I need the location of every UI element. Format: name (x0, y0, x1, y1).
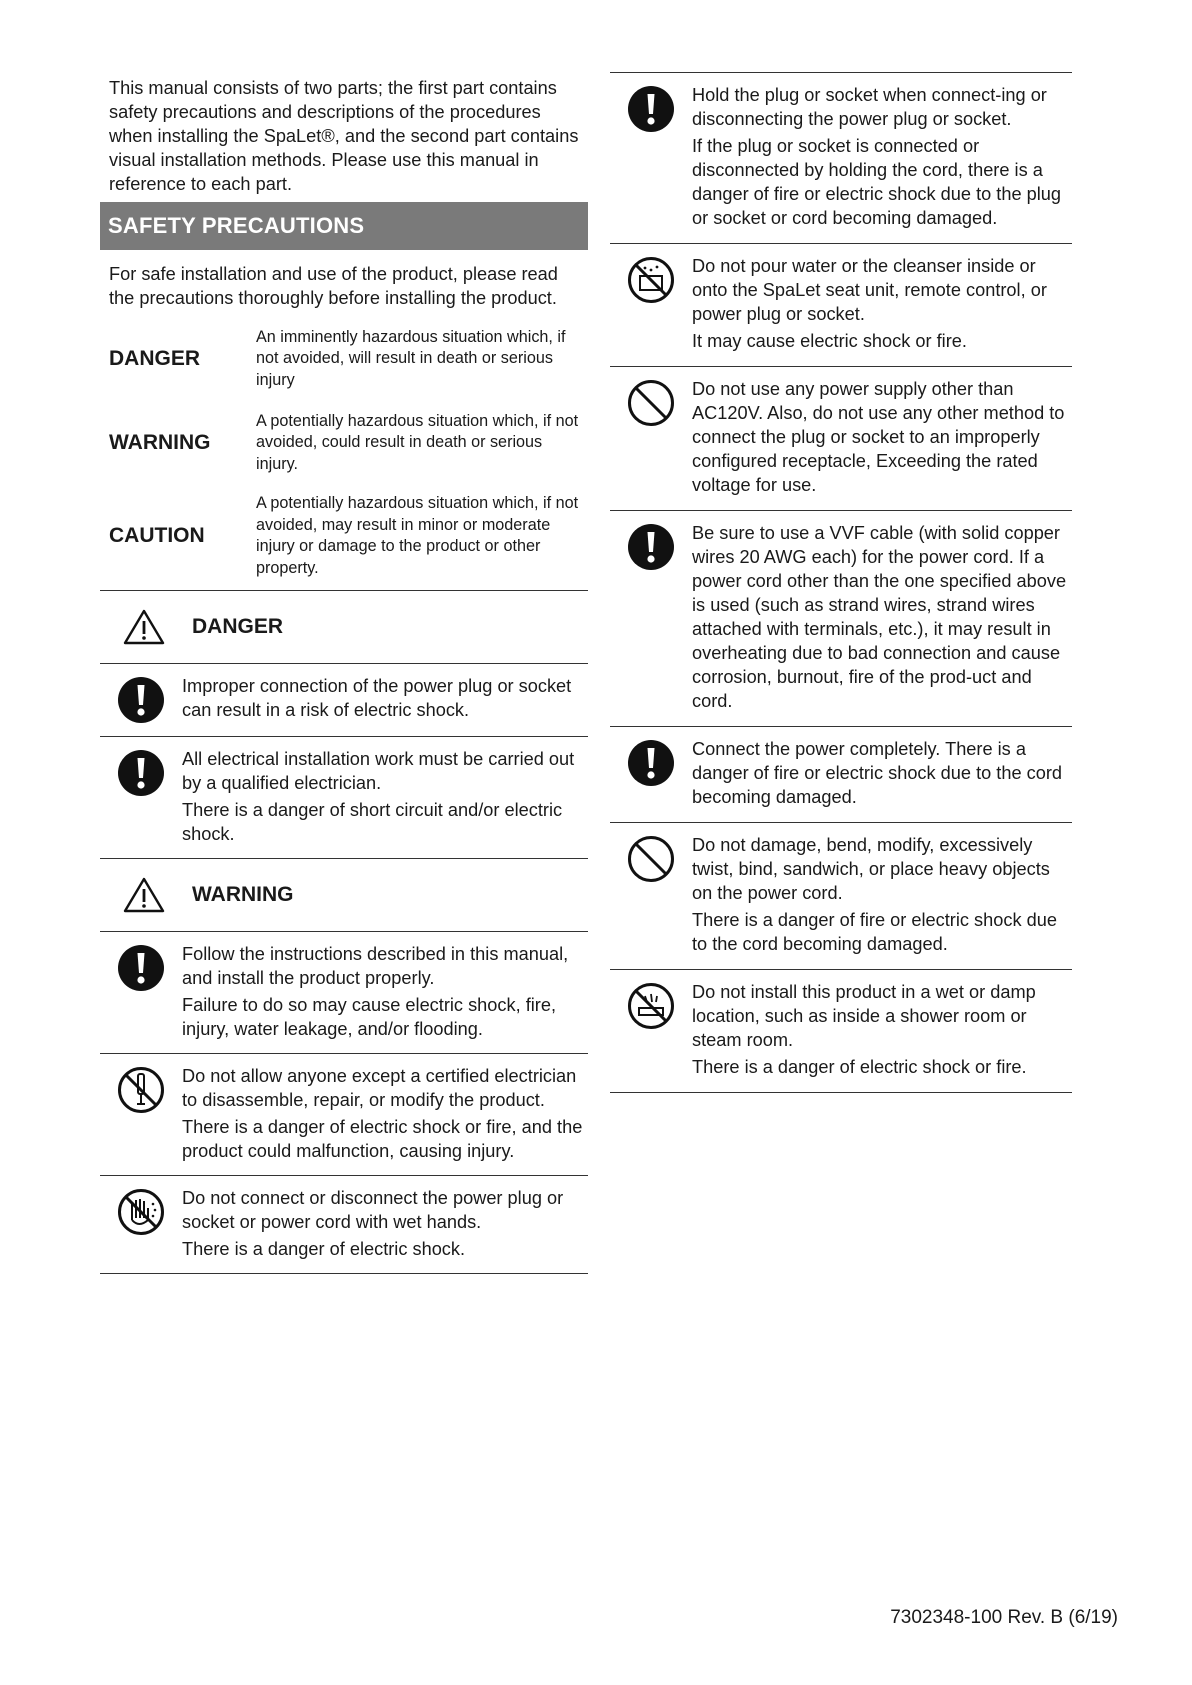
precaution-entry (610, 726, 1072, 822)
precaution-text (182, 747, 588, 846)
precaution-text (692, 254, 1072, 353)
precaution-entry (610, 243, 1072, 366)
precaution-line: If the plug or socket is connected or disconnected by holding the cord, there is a danger of fire or electric shock due to the plug or socket or cord becoming damaged. (692, 136, 1062, 228)
precaution-line: It may cause electric shock or fire. (692, 331, 967, 351)
legend-definition: An imminently hazardous situation which, if not avoided, will result in death or serious injury (256, 327, 566, 389)
no-water-icon (610, 254, 692, 353)
mandatory-icon (610, 521, 692, 713)
precaution-line: Failure to do so may cause electric shock, fire, injury, water leakage, and/or flooding. (182, 995, 557, 1039)
prohibited-icon (610, 833, 692, 956)
precaution-text (182, 1064, 588, 1163)
precaution-entry (100, 663, 588, 736)
precaution-line: There is a danger of fire or electric shock due to the cord becoming damaged. (692, 910, 1057, 954)
precaution-text (692, 521, 1072, 713)
precaution-line: Follow the instructions described in this manual, and install the product properly. (182, 944, 569, 988)
precaution-entry (610, 822, 1072, 969)
legend-term: WARNING (109, 431, 211, 454)
divider (610, 1092, 1072, 1093)
warning-triangle-icon (122, 876, 166, 914)
precaution-text (182, 942, 588, 1041)
precaution-entry (100, 931, 588, 1053)
precaution-line: There is a danger of electric shock or fire, and the product could malfunction, causing injury. (182, 1117, 583, 1161)
precaution-entry (610, 510, 1072, 726)
divider (100, 1273, 588, 1274)
precaution-line: Do not install this product in a wet or damp location, such as inside a shower room or steam room. (692, 982, 1036, 1050)
precaution-text (692, 83, 1072, 230)
danger-list (100, 663, 588, 858)
warning-header (100, 858, 588, 931)
signal-word-legend (100, 324, 588, 582)
precaution-line: Connect the power completely. There is a danger of fire or electric shock due to the cord becoming damaged. (692, 739, 1063, 807)
precaution-line: All electrical installation work must be carried out by a qualified electrician. (182, 749, 575, 793)
precaution-line: Do not connect or disconnect the power plug or socket or power cord with wet hands. (182, 1188, 564, 1232)
precaution-line: Do not pour water or the cleanser inside or onto the SpaLet seat unit, remote control, or power plug or socket. (692, 256, 1047, 324)
danger-header (100, 590, 588, 663)
precaution-line: There is a danger of short circuit and/or electric shock. (182, 800, 563, 844)
no-disassembly-icon (100, 1064, 182, 1163)
precaution-entry (100, 1175, 588, 1273)
precaution-line: There is a danger of electric shock or fire. (692, 1057, 1027, 1077)
left-column (100, 76, 588, 1274)
prohibited-icon (610, 377, 692, 497)
right-column (610, 72, 1072, 1093)
legend-term: DANGER (109, 347, 201, 370)
warning-list (100, 931, 588, 1273)
warning-title: WARNING (192, 883, 294, 906)
no-wet-location-icon (610, 980, 692, 1079)
precaution-text (182, 1186, 588, 1261)
precaution-entry (610, 72, 1072, 243)
legend-row-warning (100, 408, 588, 478)
mandatory-icon (100, 942, 182, 1041)
precaution-entry (610, 969, 1072, 1092)
section-title: SAFETY PRECAUTIONS (100, 202, 588, 250)
precaution-text (692, 833, 1072, 956)
precaution-text (182, 674, 588, 724)
precaution-line: Improper connection of the power plug or socket can result in a risk of electric shock. (182, 676, 572, 720)
mandatory-icon (610, 83, 692, 230)
mandatory-icon (100, 747, 182, 846)
mandatory-icon (100, 674, 182, 724)
intro-paragraph: This manual consists of two parts; the first part contains safety precautions and descriptions of the procedures when installing the SpaLet®, and the second part contains visual installation methods. Please use this manual in reference to each part. (109, 78, 579, 194)
precaution-text (692, 980, 1072, 1079)
mandatory-icon (610, 737, 692, 809)
danger-title: DANGER (192, 615, 284, 638)
precaution-line: Do not damage, bend, modify, excessively twist, bind, sandwich, or place heavy objects on the power cord. (692, 835, 1050, 903)
legend-row-danger (100, 324, 588, 394)
precaution-entry (100, 1053, 588, 1175)
precaution-line: There is a danger of electric shock. (182, 1239, 466, 1259)
warning-triangle-icon (122, 608, 166, 646)
legend-term: CAUTION (109, 524, 205, 547)
precaution-entry (610, 366, 1072, 510)
precaution-text (692, 737, 1072, 809)
legend-definition: A potentially hazardous situation which, if not avoided, could result in death or serious injury. (256, 411, 579, 473)
precaution-text (692, 377, 1072, 497)
no-wet-hands-icon (100, 1186, 182, 1261)
precaution-line: Do not use any power supply other than AC120V. Also, do not use any other method to connect the plug or socket to an improperly configured receptacle, Exceeding the rated voltage for use. (692, 379, 1065, 495)
right-list (610, 72, 1072, 1092)
legend-definition: A potentially hazardous situation which, if not avoided, may result in minor or moderate injury or damage to the product or other property. (256, 494, 579, 577)
document-number: 7302348-100 Rev. B (6/19) (890, 1607, 1118, 1628)
precaution-line: Be sure to use a VVF cable (with solid copper wires 20 AWG each) for the power cord. If a power cord other than the one specified above is used (such as strand wires, strand wires attached with terminals, etc.), it may result in overheating due to bad connection and cause corrosion, burnout, fire of the prod-uct and cord. (692, 523, 1067, 711)
precaution-entry (100, 736, 588, 858)
legend-row-caution (100, 490, 588, 582)
precaution-line: Do not allow anyone except a certified electrician to disassemble, repair, or modify the product. (182, 1066, 577, 1110)
precaution-line: Hold the plug or socket when connect-ing or disconnecting the power plug or socket. (692, 85, 1047, 129)
safety-intro: For safe installation and use of the product, please read the precautions thoroughly before installing the product. (109, 264, 558, 308)
